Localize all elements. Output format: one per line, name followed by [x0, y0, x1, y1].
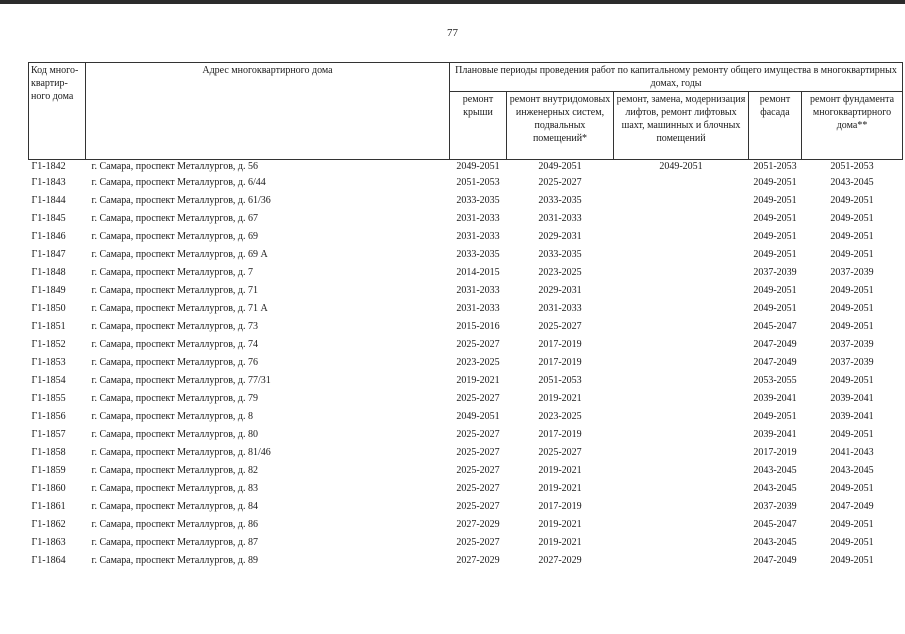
cell-facade: 2047-2049 — [753, 555, 797, 566]
cell-foundation: 2043-2045 — [830, 465, 874, 476]
cell-facade: 2049-2051 — [753, 231, 797, 242]
cell-systems: 2025-2027 — [538, 177, 582, 188]
table-row — [29, 174, 903, 192]
cell-facade: 2043-2045 — [753, 465, 797, 476]
cell-foundation: 2049-2051 — [830, 375, 874, 386]
cell-roof: 2031-2033 — [456, 231, 500, 242]
cell-facade: 2017-2019 — [753, 447, 797, 458]
cell-systems: 2023-2025 — [538, 267, 582, 278]
cell-systems: 2049-2051 — [538, 161, 582, 172]
cell-systems: 2017-2019 — [538, 339, 582, 350]
table-row — [29, 246, 903, 264]
cell-foundation: 2037-2039 — [830, 339, 874, 350]
table-row — [29, 534, 903, 552]
header-systems: ремонт внутридомовых инженерных систем, подвальных помещений* — [507, 92, 614, 160]
cell-facade: 2049-2051 — [753, 303, 797, 314]
cell-roof: 2033-2035 — [456, 249, 500, 260]
cell-foundation: 2041-2043 — [830, 447, 874, 458]
cell-code: Г1-1850 — [31, 303, 66, 314]
cell-elevators — [614, 552, 749, 570]
cell-address: г. Самара, проспект Металлургов, д. 71 А — [91, 303, 268, 314]
cell-facade: 2049-2051 — [753, 213, 797, 224]
cell-facade: 2039-2041 — [753, 429, 797, 440]
table-body — [29, 160, 903, 571]
cell-address: г. Самара, проспект Металлургов, д. 79 — [91, 393, 259, 404]
cell-address: г. Самара, проспект Металлургов, д. 81/46 — [91, 447, 271, 458]
cell-systems: 2033-2035 — [538, 195, 582, 206]
cell-roof: 2025-2027 — [456, 501, 500, 512]
cell-foundation: 2049-2051 — [830, 321, 874, 332]
table-row — [29, 372, 903, 390]
cell-facade: 2039-2041 — [753, 393, 797, 404]
cell-address: г. Самара, проспект Металлургов, д. 84 — [91, 501, 259, 512]
cell-code: Г1-1862 — [31, 519, 66, 530]
cell-address: г. Самара, проспект Металлургов, д. 87 — [91, 537, 259, 548]
cell-roof: 2051-2053 — [456, 177, 500, 188]
cell-systems: 2019-2021 — [538, 537, 582, 548]
table-row — [29, 390, 903, 408]
cell-code: Г1-1844 — [31, 195, 66, 206]
cell-code: Г1-1851 — [31, 321, 66, 332]
header-periods: Плановые периоды проведения работ по капитальному ремонту общего имущества в многоквартирных домах, годы — [450, 63, 903, 92]
cell-systems: 2027-2029 — [538, 555, 582, 566]
cell-foundation: 2043-2045 — [830, 177, 874, 188]
cell-address: г. Самара, проспект Металлургов, д. 89 — [91, 555, 259, 566]
header-elevators: ремонт, замена, модернизация лифтов, ремонт лифтовых шахт, машинных и блочных помещений — [614, 92, 749, 160]
cell-elevators — [614, 192, 749, 210]
cell-facade: 2049-2051 — [753, 177, 797, 188]
cell-facade: 2053-2055 — [753, 375, 797, 386]
cell-elevators — [614, 462, 749, 480]
cell-address: г. Самара, проспект Металлургов, д. 71 — [91, 285, 259, 296]
cell-systems: 2025-2027 — [538, 321, 582, 332]
cell-foundation: 2051-2053 — [830, 161, 874, 172]
cell-code: Г1-1857 — [31, 429, 66, 440]
cell-roof: 2031-2033 — [456, 213, 500, 224]
cell-foundation: 2049-2051 — [830, 213, 874, 224]
cell-address: г. Самара, проспект Металлургов, д. 80 — [91, 429, 259, 440]
cell-address: г. Самара, проспект Металлургов, д. 69 А — [91, 249, 268, 260]
cell-address: г. Самара, проспект Металлургов, д. 69 — [91, 231, 259, 242]
cell-foundation: 2049-2051 — [830, 555, 874, 566]
table-row — [29, 516, 903, 534]
cell-roof: 2025-2027 — [456, 339, 500, 350]
cell-systems: 2029-2031 — [538, 231, 582, 242]
cell-facade: 2045-2047 — [753, 519, 797, 530]
header-facade: ремонт фасада — [749, 92, 802, 160]
cell-address: г. Самара, проспект Металлургов, д. 73 — [91, 321, 259, 332]
cell-roof: 2031-2033 — [456, 285, 500, 296]
cell-systems: 2023-2025 — [538, 411, 582, 422]
cell-address: г. Самара, проспект Металлургов, д. 8 — [91, 411, 254, 422]
cell-systems: 2019-2021 — [538, 483, 582, 494]
cell-facade: 2047-2049 — [753, 357, 797, 368]
cell-roof: 2027-2029 — [456, 555, 500, 566]
cell-systems: 2051-2053 — [538, 375, 582, 386]
table-row — [29, 228, 903, 246]
header-code: Код много-квартир-ного дома — [29, 63, 86, 160]
cell-code: Г1-1861 — [31, 501, 66, 512]
cell-code: Г1-1863 — [31, 537, 66, 548]
cell-code: Г1-1847 — [31, 249, 66, 260]
cell-elevators — [614, 210, 749, 228]
cell-systems: 2017-2019 — [538, 357, 582, 368]
cell-elevators — [614, 282, 749, 300]
cell-facade: 2049-2051 — [753, 249, 797, 260]
header-foundation: ремонт фундамента многоквартирного дома** — [802, 92, 903, 160]
cell-elevators: 2049-2051 — [659, 161, 703, 172]
cell-elevators — [614, 354, 749, 372]
page-number: 77 — [447, 27, 458, 39]
cell-facade: 2045-2047 — [753, 321, 797, 332]
cell-roof: 2023-2025 — [456, 357, 500, 368]
cell-roof: 2025-2027 — [456, 393, 500, 404]
table-row — [29, 192, 903, 210]
cell-systems: 2025-2027 — [538, 447, 582, 458]
cell-code: Г1-1843 — [31, 177, 66, 188]
top-border-line — [0, 0, 905, 4]
cell-elevators — [614, 408, 749, 426]
header-roof: ремонт крыши — [450, 92, 507, 160]
cell-roof: 2025-2027 — [456, 429, 500, 440]
cell-foundation: 2049-2051 — [830, 285, 874, 296]
cell-facade: 2051-2053 — [753, 161, 797, 172]
cell-systems: 2019-2021 — [538, 393, 582, 404]
cell-foundation: 2039-2041 — [830, 411, 874, 422]
cell-systems: 2029-2031 — [538, 285, 582, 296]
table-row — [29, 354, 903, 372]
cell-facade: 2043-2045 — [753, 483, 797, 494]
cell-systems: 2031-2033 — [538, 213, 582, 224]
cell-code: Г1-1858 — [31, 447, 66, 458]
table-row — [29, 160, 903, 175]
cell-foundation: 2037-2039 — [830, 267, 874, 278]
cell-roof: 2049-2051 — [456, 161, 500, 172]
cell-code: Г1-1845 — [31, 213, 66, 224]
cell-systems: 2019-2021 — [538, 465, 582, 476]
cell-elevators — [614, 228, 749, 246]
table-row — [29, 552, 903, 570]
cell-roof: 2027-2029 — [456, 519, 500, 530]
cell-systems: 2017-2019 — [538, 501, 582, 512]
cell-elevators — [614, 372, 749, 390]
cell-elevators — [614, 390, 749, 408]
cell-address: г. Самара, проспект Металлургов, д. 77/31 — [91, 375, 271, 386]
cell-address: г. Самара, проспект Металлургов, д. 7 — [91, 267, 254, 278]
cell-foundation: 2049-2051 — [830, 519, 874, 530]
header-address: Адрес многоквартирного дома — [86, 63, 450, 160]
cell-address: г. Самара, проспект Металлургов, д. 76 — [91, 357, 259, 368]
table-row — [29, 210, 903, 228]
cell-code: Г1-1849 — [31, 285, 66, 296]
cell-facade: 2049-2051 — [753, 195, 797, 206]
table-row — [29, 444, 903, 462]
cell-code: Г1-1842 — [31, 161, 66, 172]
cell-elevators — [614, 318, 749, 336]
cell-address: г. Самара, проспект Металлургов, д. 67 — [91, 213, 259, 224]
cell-address: г. Самара, проспект Металлургов, д. 61/36 — [91, 195, 271, 206]
cell-elevators — [614, 534, 749, 552]
cell-roof: 2019-2021 — [456, 375, 500, 386]
table-row — [29, 264, 903, 282]
cell-foundation: 2039-2041 — [830, 393, 874, 404]
cell-facade: 2047-2049 — [753, 339, 797, 350]
cell-foundation: 2049-2051 — [830, 483, 874, 494]
cell-foundation: 2049-2051 — [830, 537, 874, 548]
cell-elevators — [614, 246, 749, 264]
cell-foundation: 2047-2049 — [830, 501, 874, 512]
cell-foundation: 2049-2051 — [830, 195, 874, 206]
cell-systems: 2019-2021 — [538, 519, 582, 530]
cell-roof: 2015-2016 — [456, 321, 500, 332]
cell-roof: 2031-2033 — [456, 303, 500, 314]
cell-code: Г1-1856 — [31, 411, 66, 422]
cell-elevators — [614, 444, 749, 462]
cell-roof: 2033-2035 — [456, 195, 500, 206]
cell-code: Г1-1860 — [31, 483, 66, 494]
cell-elevators — [614, 480, 749, 498]
cell-elevators — [614, 264, 749, 282]
cell-systems: 2031-2033 — [538, 303, 582, 314]
cell-code: Г1-1859 — [31, 465, 66, 476]
cell-roof: 2025-2027 — [456, 537, 500, 548]
cell-elevators — [614, 336, 749, 354]
cell-address: г. Самара, проспект Металлургов, д. 56 — [91, 161, 259, 172]
table-row — [29, 282, 903, 300]
cell-elevators — [614, 426, 749, 444]
table-row — [29, 318, 903, 336]
table-row — [29, 408, 903, 426]
cell-elevators — [614, 516, 749, 534]
cell-foundation: 2049-2051 — [830, 303, 874, 314]
cell-code: Г1-1864 — [31, 555, 66, 566]
cell-facade: 2049-2051 — [753, 285, 797, 296]
cell-code: Г1-1846 — [31, 231, 66, 242]
cell-roof: 2049-2051 — [456, 411, 500, 422]
cell-elevators — [614, 498, 749, 516]
cell-facade: 2037-2039 — [753, 501, 797, 512]
cell-roof: 2025-2027 — [456, 483, 500, 494]
cell-address: г. Самара, проспект Металлургов, д. 86 — [91, 519, 259, 530]
table-row — [29, 498, 903, 516]
cell-foundation: 2049-2051 — [830, 249, 874, 260]
cell-foundation: 2049-2051 — [830, 429, 874, 440]
cell-roof: 2025-2027 — [456, 465, 500, 476]
cell-code: Г1-1853 — [31, 357, 66, 368]
cell-address: г. Самара, проспект Металлургов, д. 83 — [91, 483, 259, 494]
cell-code: Г1-1852 — [31, 339, 66, 350]
table-row — [29, 300, 903, 318]
cell-address: г. Самара, проспект Металлургов, д. 6/44 — [91, 177, 266, 188]
cell-foundation: 2049-2051 — [830, 231, 874, 242]
table-row — [29, 462, 903, 480]
table-row — [29, 426, 903, 444]
cell-code: Г1-1855 — [31, 393, 66, 404]
table-row — [29, 480, 903, 498]
cell-facade: 2043-2045 — [753, 537, 797, 548]
cell-roof: 2014-2015 — [456, 267, 500, 278]
capital-repair-table — [28, 62, 903, 570]
table-row — [29, 336, 903, 354]
cell-systems: 2017-2019 — [538, 429, 582, 440]
cell-roof: 2025-2027 — [456, 447, 500, 458]
cell-facade: 2049-2051 — [753, 411, 797, 422]
cell-systems: 2033-2035 — [538, 249, 582, 260]
cell-address: г. Самара, проспект Металлургов, д. 82 — [91, 465, 259, 476]
cell-address: г. Самара, проспект Металлургов, д. 74 — [91, 339, 259, 350]
cell-facade: 2037-2039 — [753, 267, 797, 278]
cell-foundation: 2037-2039 — [830, 357, 874, 368]
cell-elevators — [614, 174, 749, 192]
cell-code: Г1-1848 — [31, 267, 66, 278]
cell-code: Г1-1854 — [31, 375, 66, 386]
cell-elevators — [614, 300, 749, 318]
